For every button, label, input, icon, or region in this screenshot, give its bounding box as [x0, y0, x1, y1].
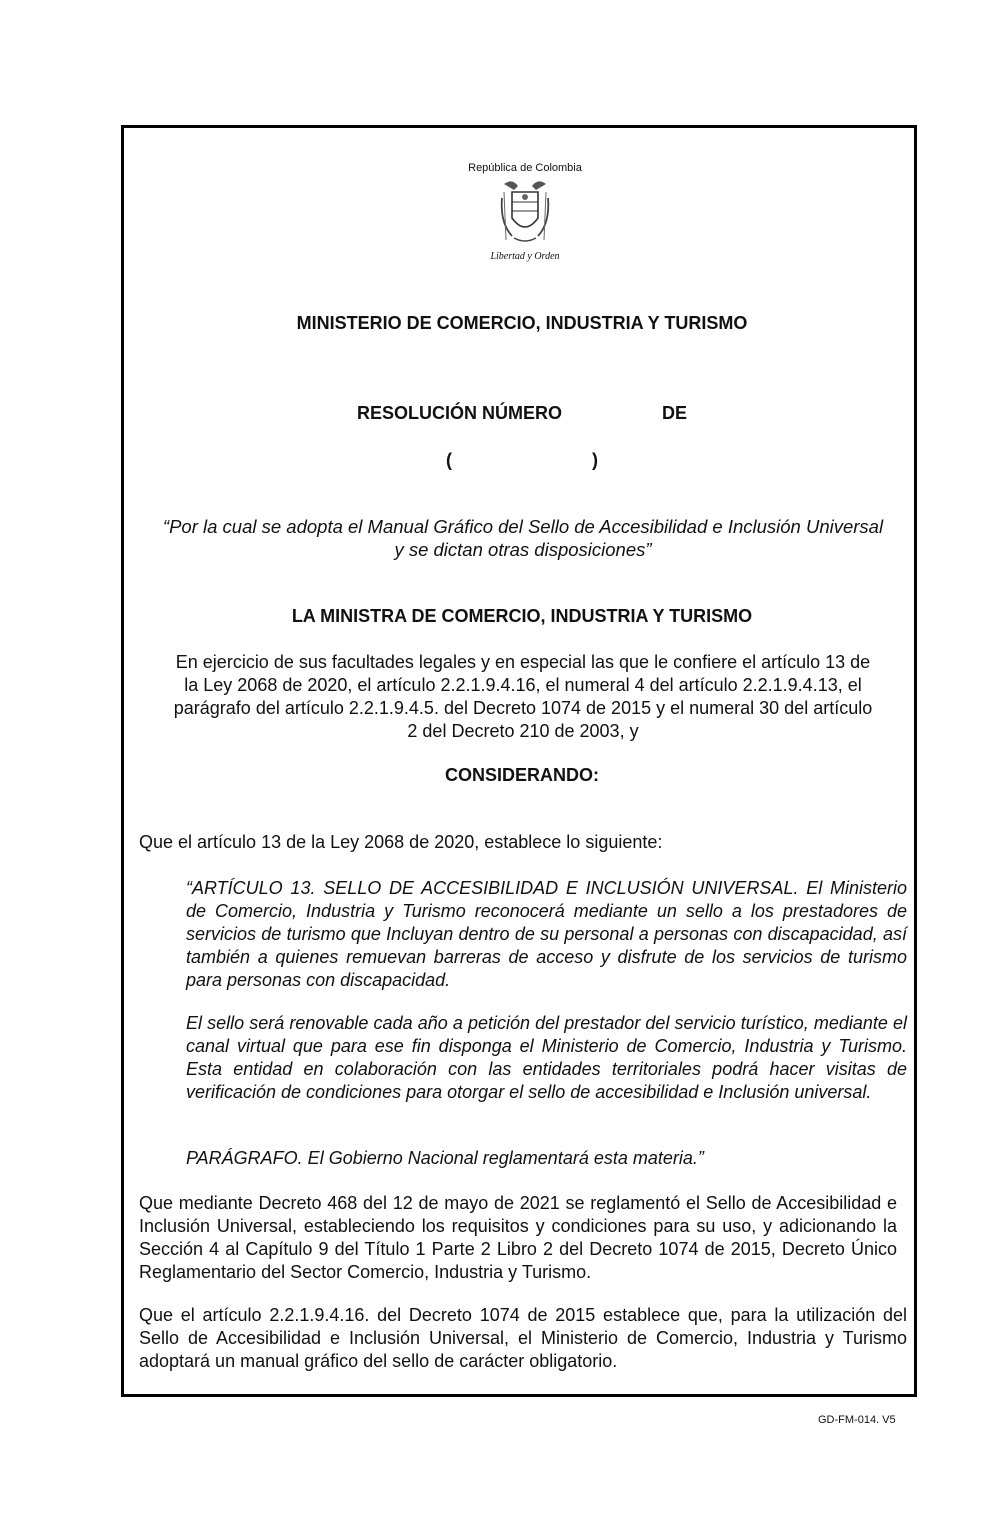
quote-paragraph-2: El sello será renovable cada año a petición del prestador del servicio turístico, mediante el canal virtual que para ese fin disponga el Ministerio de Comercio, Industria y Turismo. Esta entidad en colaboración con las entidades territoriales podrá hacer visitas de verificación de condiciones para otorgar el sello de accesibilidad e Inclusión universal. [186, 1013, 907, 1102]
body-paragraph-1: Que el artículo 13 de la Ley 2068 de 2020, establece lo siguiente: [139, 832, 663, 852]
intro-line: parágrafo del artículo 2.2.1.9.4.5. del Decreto 1074 de 2015 y el numeral 30 del artículo [173, 698, 873, 718]
authority-title: LA MINISTRA DE COMERCIO, INDUSTRIA Y TURISMO [291, 606, 753, 626]
country-name: República de Colombia [468, 162, 582, 174]
form-code: GD-FM-014. V5 [818, 1414, 896, 1426]
ministry-title: MINISTERIO DE COMERCIO, INDUSTRIA Y TURISMO [296, 313, 748, 333]
de-label: DE [662, 403, 688, 423]
body-paragraph-2: Que mediante Decreto 468 del 12 de mayo de 2021 se reglamentó el Sello de Accesibilidad e Inclusión Universal, estableciendo los requisitos y condiciones para su uso, y adicionando la Sección 4 al Capítulo 9 del Título 1 Parte 2 Libro 2 del Decreto 1074 de 2015, Decreto Único Reglamentario del Sector Comercio, Industria y Turismo. [139, 1193, 897, 1282]
intro-line: En ejercicio de sus facultades legales y en especial las que le confiere el artículo 13 de [175, 652, 871, 672]
considerando-heading: CONSIDERANDO: [444, 765, 599, 785]
colombia-coat-of-arms-icon [498, 178, 552, 250]
subject-line: “Por la cual se adopta el Manual Gráfico del Sello de Accesibilidad e Inclusión Universal [162, 516, 884, 537]
subject-line: y se dictan otras disposiciones” [394, 539, 652, 560]
intro-paragraph [140, 651, 906, 743]
intro-line: 2 del Decreto 210 de 2003, y [407, 721, 639, 741]
quote-paragraph-1: “ARTÍCULO 13. SELLO DE ACCESIBILIDAD E INCLUSIÓN UNIVERSAL. El Ministerio de Comercio, Industria y Turismo reconocerá mediante un sello a los prestadores de servicios de turismo que Incluyan dentro de su personal a personas con discapacidad, así también a quienes remuevan barreras de acceso y disfrute de los servicios de turismo para personas con discapacidad. [186, 878, 907, 990]
crest-block [440, 160, 610, 270]
date-paren-open: ( [446, 450, 452, 470]
body-paragraph-3: Que el artículo 2.2.1.9.4.16. del Decreto 1074 de 2015 establece que, para la utilización del Sello de Accesibilidad e Inclusión Universal, el Ministerio de Comercio, Industria y Turismo adoptará un manual gráfico del sello de carácter obligatorio. [139, 1305, 907, 1371]
resolution-label: RESOLUCIÓN NÚMERO [357, 403, 563, 423]
motto: Libertad y Orden [490, 251, 560, 262]
intro-line: la Ley 2068 de 2020, el artículo 2.2.1.9.4.16, el numeral 4 del artículo 2.2.1.9.4.13, el [184, 675, 862, 695]
date-paren-close: ) [592, 450, 598, 470]
resolution-subject [130, 515, 916, 561]
quote-paragraph-3: PARÁGRAFO. El Gobierno Nacional reglamentará esta materia.” [186, 1148, 704, 1168]
